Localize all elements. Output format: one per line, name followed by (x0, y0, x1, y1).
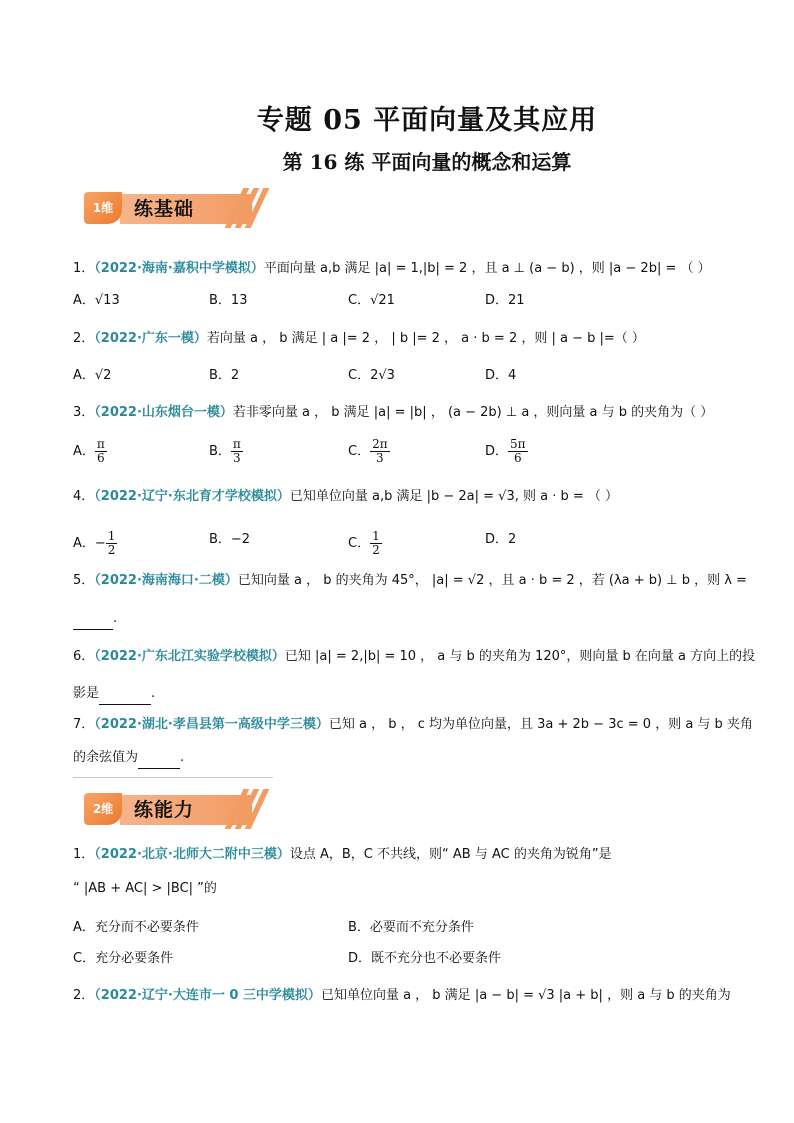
answer-blank[interactable] (73, 609, 113, 630)
section-tag: 1维 (84, 192, 122, 224)
ability-question-1 (73, 845, 612, 865)
question-6-continued (73, 684, 155, 705)
question-text: 若向量 a ， b 满足 | a |= 2 ， | b |= 2 ， a · b = 2 ，则 | a − b |=（ ） (206, 331, 645, 346)
question-7 (73, 715, 753, 735)
option-d: D．4 (485, 368, 517, 383)
question-text: “ |AB + AC| > |BC| ”的 (73, 881, 217, 896)
option-a (73, 438, 107, 465)
fraction (95, 438, 107, 465)
ability-question-2 (73, 986, 731, 1006)
option-a: A．√13 (73, 293, 120, 308)
option-c: C．充分必要条件 (73, 951, 174, 966)
question-text: 影是 (73, 686, 100, 701)
ability-question-1-continued (73, 879, 217, 899)
option-label: D． (485, 444, 509, 459)
section-label: 练基础 (134, 198, 195, 220)
fraction (231, 438, 243, 465)
page-title: 专题 05 平面向量及其应用 (256, 105, 598, 136)
question-text: 平面向量 a,b 满足 |a| = 1,|b| = 2 ，且 a ⊥ (a − b) ，则 |a − 2b| = （ ） (263, 261, 711, 276)
numerator: 2π (372, 437, 388, 451)
option-label: B． (209, 444, 231, 459)
denominator: 3 (233, 451, 241, 465)
option-label: C． (348, 444, 371, 459)
question-3 (73, 403, 713, 423)
question-source: （2022·辽宁·大连市一 0 三中学模拟） (94, 988, 321, 1003)
question-number: 2． (73, 331, 95, 346)
question-text: 设点 A，B，C 不共线，则“ AB 与 AC 的夹角为锐角”是 (289, 847, 612, 862)
option-c (348, 530, 382, 557)
option-d: D．2 (485, 532, 517, 547)
question-text: 已知单位向量 a,b 满足 |b − 2a| = √3, 则 a · b = （ ） (289, 489, 619, 504)
denominator: 3 (376, 451, 384, 465)
question-number: 7． (73, 717, 95, 732)
section-tag: 2维 (84, 793, 122, 825)
option-label: C． (348, 536, 371, 551)
question-number: 2． (73, 988, 95, 1003)
question-2 (73, 329, 645, 349)
numerator: 5π (510, 437, 526, 451)
question-4 (73, 487, 618, 507)
question-source: （2022·北京·北师大二附中三模） (94, 847, 290, 862)
option-a (73, 530, 117, 557)
question-6 (73, 647, 755, 667)
option-label: A．− (73, 536, 106, 551)
answer-blank-line (73, 609, 117, 630)
question-1 (73, 259, 711, 279)
question-source: （2022·海南·嘉积中学模拟） (94, 261, 264, 276)
question-text: 已知单位向量 a ， b 满足 |a − b| = √3 |a + b| ，则 a 与 b 的夹角为 (320, 988, 731, 1003)
option-d: D．既不充分也不必要条件 (348, 951, 502, 966)
numerator: π (232, 437, 241, 451)
question-source: （2022·广东一模） (94, 331, 207, 346)
section-banner-basic (84, 188, 264, 228)
option-b: B．−2 (209, 532, 251, 547)
fraction (106, 530, 118, 557)
option-b: B．必要而不充分条件 (348, 920, 474, 935)
line-end: . (180, 750, 185, 765)
option-b (209, 438, 243, 465)
question-number: 3． (73, 405, 95, 420)
question-text: 已知向量 a ， b 的夹角为 45°， |a| = √2 ，且 a · b = 2 ，若 (λa + b) ⊥ b ，则 λ = (237, 573, 747, 588)
option-c: C．√21 (348, 293, 395, 308)
option-b: B．13 (209, 293, 248, 308)
section-label: 练能力 (134, 799, 195, 821)
question-source: （2022·海南海口·二模） (94, 573, 238, 588)
question-source: （2022·广东北江实验学校模拟） (94, 649, 285, 664)
numerator: 1 (107, 529, 116, 543)
option-label: A． (73, 444, 95, 459)
question-5 (73, 571, 747, 591)
question-number: 6． (73, 649, 95, 664)
section-divider (73, 777, 273, 778)
option-c: C．2√3 (348, 368, 395, 383)
question-number: 4． (73, 489, 95, 504)
option-b: B．2 (209, 368, 240, 383)
denominator: 2 (107, 543, 116, 557)
section-banner-ability (84, 789, 264, 829)
question-number: 1． (73, 261, 95, 276)
question-7-continued (73, 748, 184, 769)
denominator: 2 (372, 543, 380, 557)
option-d (485, 438, 528, 465)
denominator: 6 (513, 451, 522, 465)
answer-blank[interactable] (138, 748, 180, 769)
fraction (370, 438, 390, 465)
option-d: D．21 (485, 293, 525, 308)
question-source: （2022·辽宁·东北育才学校模拟） (94, 489, 290, 504)
question-number: 1． (73, 847, 95, 862)
fraction (508, 438, 528, 465)
fraction (370, 530, 382, 557)
line-end: . (151, 686, 156, 701)
option-c (348, 438, 390, 465)
answer-blank[interactable] (99, 684, 151, 705)
denominator: 6 (97, 451, 105, 465)
question-text: 已知 |a| = 2,|b| = 10 ， a 与 b 的夹角为 120°，则向量 b 在向量 a 方向上的投 (284, 649, 756, 664)
numerator: π (96, 437, 105, 451)
numerator: 1 (372, 529, 380, 543)
option-a: A．充分而不必要条件 (73, 920, 199, 935)
question-source: （2022·湖北·孝昌县第一高级中学三模） (94, 717, 329, 732)
question-text: 若非零向量 a ， b 满足 |a| = |b| ， (a − 2b) ⊥ a ，则向量 a 与 b 的夹角为（ ） (232, 405, 714, 420)
question-text: 已知 a ， b ， c 均为单位向量，且 3a + 2b − 3c = 0 ，则 a 与 b 夹角 (328, 717, 753, 732)
question-source: （2022·山东烟台一模） (94, 405, 233, 420)
question-number: 5． (73, 573, 95, 588)
page-subtitle: 第 16 练 平面向量的概念和运算 (282, 150, 572, 174)
line-end: . (113, 611, 118, 626)
question-text: 的余弦值为 (73, 750, 139, 765)
option-a: A．√2 (73, 368, 112, 383)
